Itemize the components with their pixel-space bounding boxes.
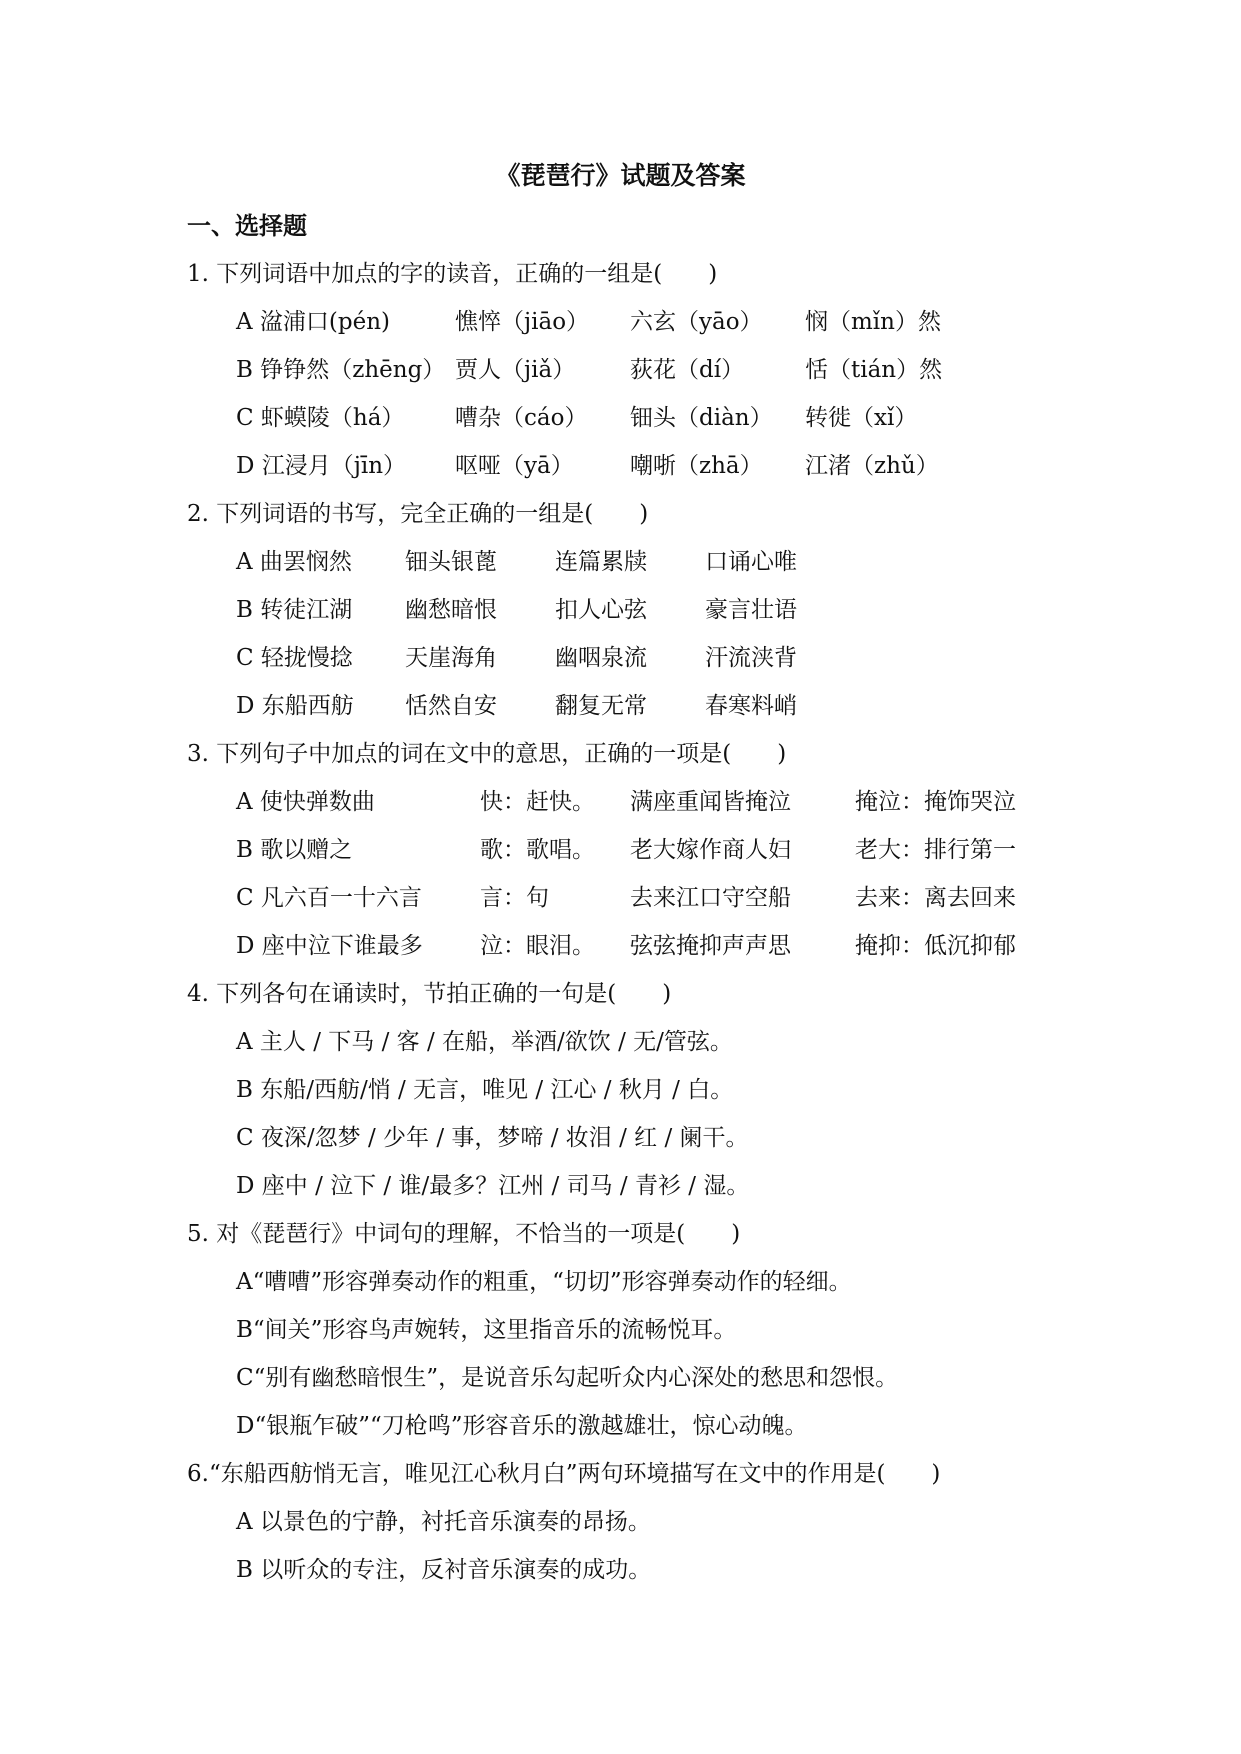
question-5-stem: 5. 对《琵琶行》中词句的理解，不恰当的一项是( ) — [187, 1221, 741, 1247]
option-cell: 老大嫁作商人妇 — [630, 837, 791, 863]
question-6-option-a: A 以景色的宁静，衬托音乐演奏的昂扬。 — [236, 1509, 651, 1535]
question-5-option-d: D“银瓶乍破”“刀枪鸣”形容音乐的激越雄壮，惊心动魄。 — [236, 1413, 808, 1439]
option-cell: 钿头（diàn） — [630, 405, 773, 431]
option-cell: 去来江口守空船 — [630, 885, 791, 911]
option-cell: 转徙（xǐ） — [805, 405, 918, 431]
option-cell: 幽愁暗恨 — [405, 597, 497, 623]
option-cell: 钿头银蓖 — [405, 549, 497, 575]
option-cell: 歌：歌唱。 — [480, 837, 595, 863]
question-5-option-c: C“别有幽愁暗恨生”，是说音乐勾起听众内心深处的愁思和怨恨。 — [236, 1365, 899, 1391]
option-cell: 汗流浃背 — [705, 645, 797, 671]
option-cell: 贾人（jiǎ） — [455, 357, 576, 383]
option-cell: 泣：眼泪。 — [480, 933, 595, 959]
option-cell: 荻花（dí） — [630, 357, 745, 383]
option-cell: A 曲罢悯然 — [236, 549, 352, 575]
option-cell: A 使快弹数曲 — [236, 789, 375, 815]
question-4-stem: 4. 下列各句在诵读时，节拍正确的一句是( ) — [187, 981, 672, 1007]
option-cell: 呕哑（yā） — [455, 453, 574, 479]
question-4-option-c: C 夜深/忽梦 / 少年 / 事，梦啼 / 妆泪 / 红 / 阑干。 — [236, 1125, 749, 1151]
option-cell: 弦弦掩抑声声思 — [630, 933, 791, 959]
option-cell: 口诵心唯 — [705, 549, 797, 575]
option-cell: C 轻拢慢捻 — [236, 645, 353, 671]
option-cell: 幽咽泉流 — [555, 645, 647, 671]
option-cell: D 江浸月（jīn） — [236, 453, 407, 479]
section-heading: 一、选择题 — [187, 212, 307, 240]
option-cell: B 歌以赠之 — [236, 837, 353, 863]
question-5-option-a: A“嘈嘈”形容弹奏动作的粗重，“切切”形容弹奏动作的轻细。 — [236, 1269, 852, 1295]
option-cell: 连篇累牍 — [555, 549, 647, 575]
option-cell: A 湓浦口(pén) — [236, 309, 391, 335]
question-2-stem: 2. 下列词语的书写，完全正确的一组是( ) — [187, 501, 649, 527]
option-cell: 六玄（yāo） — [630, 309, 763, 335]
option-cell: 嘈杂（cáo） — [455, 405, 588, 431]
option-cell: 言：句 — [480, 885, 549, 911]
option-cell: 扣人心弦 — [555, 597, 647, 623]
question-4-option-d: D 座中 / 泣下 / 谁/最多？江州 / 司马 / 青衫 / 湿。 — [236, 1173, 750, 1199]
option-cell: 掩抑：低沉抑郁 — [855, 933, 1016, 959]
question-6-stem: 6.“东船西舫悄无言，唯见江心秋月白”两句环境描写在文中的作用是( ) — [187, 1461, 941, 1487]
option-cell: 江渚（zhǔ） — [805, 453, 939, 479]
option-cell: 悯（mǐn）然 — [805, 309, 941, 335]
option-cell: C 凡六百一十六言 — [236, 885, 422, 911]
question-6-option-b: B 以听众的专注，反衬音乐演奏的成功。 — [236, 1557, 652, 1583]
option-cell: 满座重闻皆掩泣 — [630, 789, 791, 815]
option-cell: B 转徒江湖 — [236, 597, 353, 623]
question-1-stem: 1. 下列词语中加点的字的读音，正确的一组是( ) — [187, 261, 718, 287]
option-cell: D 座中泣下谁最多 — [236, 933, 423, 959]
option-cell: 嘲哳（zhā） — [630, 453, 763, 479]
document-title: 《琵琶行》试题及答案 — [495, 161, 746, 190]
option-cell: 掩泣：掩饰哭泣 — [855, 789, 1016, 815]
option-cell: B 铮铮然（zhēng） — [236, 357, 446, 383]
option-cell: 天崖海角 — [405, 645, 497, 671]
question-3-stem: 3. 下列句子中加点的词在文中的意思，正确的一项是( ) — [187, 741, 787, 767]
option-cell: 憔悴（jiāo） — [455, 309, 590, 335]
option-cell: 翻复无常 — [555, 693, 647, 719]
option-cell: D 东船西舫 — [236, 693, 354, 719]
option-cell: 老大：排行第一 — [855, 837, 1016, 863]
option-cell: 快：赶快。 — [480, 789, 595, 815]
option-cell: C 虾蟆陵（há） — [236, 405, 405, 431]
option-cell: 恬然自安 — [405, 693, 497, 719]
question-5-option-b: B“间关”形容鸟声婉转，这里指音乐的流畅悦耳。 — [236, 1317, 737, 1343]
option-cell: 去来：离去回来 — [855, 885, 1016, 911]
option-cell: 豪言壮语 — [705, 597, 797, 623]
option-cell: 恬（tián）然 — [805, 357, 943, 383]
question-4-option-a: A 主人 / 下马 / 客 / 在船，举酒/欲饮 / 无/管弦。 — [236, 1029, 733, 1055]
question-4-option-b: B 东船/西舫/悄 / 无言，唯见 / 江心 / 秋月 / 白。 — [236, 1077, 734, 1103]
option-cell: 春寒料峭 — [705, 693, 797, 719]
